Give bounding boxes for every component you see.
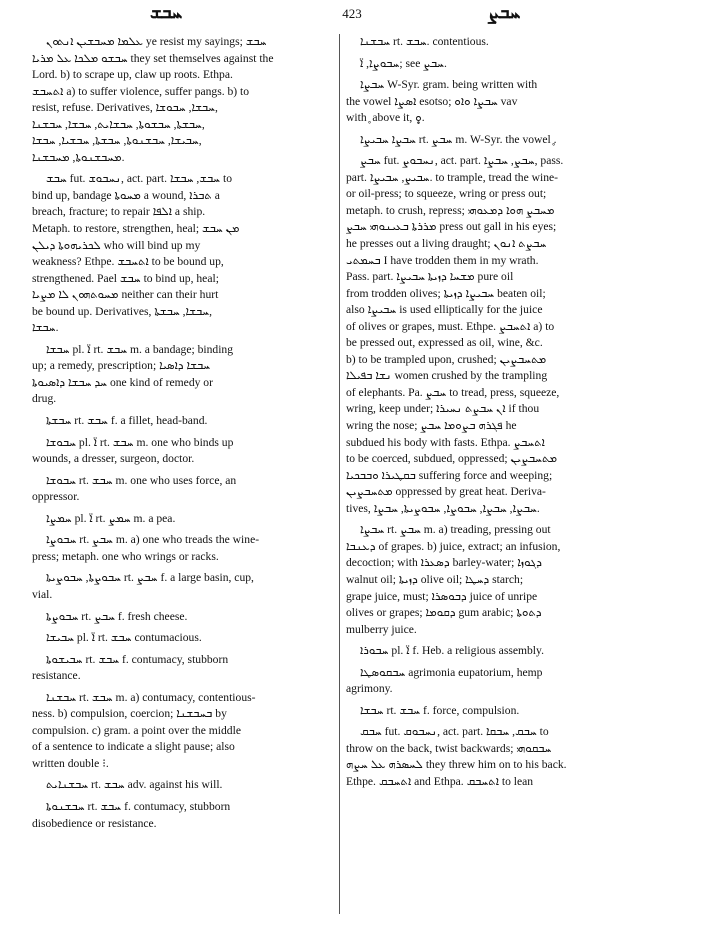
entry-line: ܚܒܘܫܐ pl. ܐ̈ rt. ܚܒܫ m. one who binds up (46, 435, 234, 449)
dictionary-entry (346, 56, 638, 73)
entry-line: ܚܒܫܐ. (32, 321, 59, 335)
entry-line: Lord. b) to scrape up, claw up roots. Ethpa. (32, 68, 233, 82)
entry-line: or oil-press; to squeeze, wring or press out; (346, 187, 547, 201)
entry-line: ܚܒܫ fut. ܢܚܒܘܫ, act. part. ܚܒܫ, ܚܒܫܐ to (46, 172, 232, 186)
entry-line: ܡܬܚܒܨܝܢ oppressed by great heat. Deriva- (346, 485, 546, 499)
entry-line: of elephants. Pa. ܚܒܨ to tread, press, squeeze, (346, 385, 560, 399)
entry-line: mulberry juice. (346, 622, 417, 636)
entry-line: ܚܒܘܫܐ rt. ܚܒܫ m. one who uses force, an (46, 473, 237, 487)
entry-line: of olives or grapes, must. Ethpe. ܐܬܚܒܨ a) to (346, 319, 555, 333)
entry-line: ܚܒܘܨܐ, ܐ̈; see ܚܒܨ. (360, 56, 447, 70)
entry-line: part. ܚܒܝܨ, ܚܒܝܨܐ. to trample, tread the wine- (346, 170, 559, 184)
entry-line: from trodden olives; ܚܒܝܨܐ ܕܙܝܬܐ beaten oil; (346, 286, 546, 300)
entry-line: ness. b) compulsion, coercion; ܒܚܒܫܢܐ by (32, 707, 227, 721)
entry-line: wounds, a dresser, surgeon, doctor. (32, 452, 195, 466)
dictionary-entry (32, 690, 332, 773)
entry-line: ܚܒܩ fut. ܢܚܒܘܩ, act. part. ܚܒܩ, ܚܒܩܐ to (360, 725, 549, 739)
dictionary-entry (346, 153, 638, 517)
entry-line: ܚܒܫܐ pl. ܐ̈ rt. ܚܒܫ m. a bandage; binding (46, 342, 234, 356)
entry-line: grape juice, must; ܕܒܘܣܪܐ juice of unripe (346, 589, 538, 603)
entry-line: wring the nose; ܦܓܪܗ ܒܨܘܡܐ ܚܒܨ he (346, 419, 517, 433)
entry-line: ܚܒܘܪܐ pl. ܐ̈ f. Heb. a religious assembly. (360, 644, 544, 658)
dictionary-entry (32, 473, 332, 506)
entry-line: ܠܟܪܝܗܘܬܐ ܕܝܠܢ who will bind up my (32, 238, 201, 252)
dictionary-entry (32, 342, 332, 408)
entry-line: strengthened. Pael ܚܒܫ to bind up, heal; (32, 271, 219, 285)
entry-line: ܚܒܘܨܐ rt. ܚܒܨ m. a) one who treads the wine- (46, 533, 260, 547)
entry-line: ܚܒܫܢܐ rt. ܚܒܫ m. a) contumacy, contentious- (46, 690, 256, 704)
entry-line: ܚܕ ܚܒܫܐ ܕܐܣܝܘܬܐ one kind of remedy or (32, 375, 213, 389)
entry-line: compulsion. c) gram. a point over the middle (32, 723, 241, 737)
entry-line: to be coerced, subdued, oppressed; ܡܬܚܒܨܝܢ (346, 452, 558, 466)
right-column (346, 34, 638, 796)
entry-line: decoction; with ܕܣܥܪܐ barley-water; ܕܓܘܙܐ (346, 556, 542, 570)
entry-line: the vowel ܐܣܨܐ esotso; ܚܒܨܐ ܘܐܘ vav (346, 94, 518, 108)
entry-line: tives, ܚܒܨܐ, ܚܒܨܐ, ܚܒܘܨܐ, ܚܒܘܨܝܬܐ, ܚܒܨܐ. (346, 501, 540, 515)
entry-line: be pressed out, expressed as oil, wine, &c. (346, 336, 543, 350)
entry-line: vial. (32, 587, 53, 601)
entry-line: breach, fracture; to repair ܐܠܦܐ a ship. (32, 205, 206, 219)
entry-line: ܚܒܝܫܐ pl. ܐ̈ rt. ܚܒܫ contumacious. (46, 631, 202, 645)
entry-line: ܚܡܨܐ pl. ܐ̈ rt. ܚܡܨ m. a pea. (46, 511, 176, 525)
dictionary-entry (346, 34, 638, 51)
entry-line: Pass. part. ܡܫܚܐ ܕܙܝܬܐ ܚܒܝܨܐ pure oil (346, 270, 514, 284)
entry-line: walnut oil; ܕܙܝܬܐ olive oil; ܕܚܛܐ starch; (346, 572, 524, 586)
entry-line: ܚܒܫܬܐ rt. ܚܒܫ f. a fillet, head-band. (46, 414, 208, 428)
entry-line: ܚܒܫܘ ܡܠܟܐ ܥܠ ܡܪܝܐ they set themselves against the (32, 51, 274, 65)
entry-line: ܚܒܝܫܐ, ܚܒܫܢܘܬܐ, ܚܒܫܬܐ, ܚܒܫܝܐ, ܚܒܫܐ, (32, 134, 202, 148)
entry-line: ܠܚܣܪܗ ܥܠ ܚܨܗ they threw him on to his back. (346, 758, 567, 772)
entry-line: ܚܒܩܘܣܛܐ agrimonia eupatorium, hemp (360, 665, 543, 679)
dictionary-entry (32, 34, 332, 166)
dictionary-entry (32, 609, 332, 626)
dictionary-entry (32, 652, 332, 685)
entry-line: ܚܒܫܐ rt. ܚܒܫ f. force, compulsion. (360, 703, 520, 717)
entry-line: ܐܬܚܒܫ a) to suffer violence, suffer pangs. b) to (32, 84, 250, 98)
entry-line: ܚܒܫܢܘܬܐ rt. ܚܒܫ f. contumacy, stubborn (46, 799, 231, 813)
header-left-word: ܚܒܫ (150, 2, 183, 22)
entry-line: Ethpe. ܐܬܚܒܩ and Ethpa. ܐܬܚܒܩ to lean (346, 774, 534, 788)
dictionary-entry (32, 570, 332, 603)
entry-line: wring, keep under; ܐܢ ܚܒܨܬ ܢܚܝܪܐ if thou (346, 402, 540, 416)
entry-line: weakness? Ethpe. ܐܬܚܒܫ to be bound up, (32, 255, 224, 269)
page-number: 423 (342, 6, 362, 21)
entry-line: drug. (32, 392, 57, 406)
entry-line: ܚܒܨܐ rt. ܚܒܨ m. a) treading, pressing out (360, 523, 551, 537)
entry-line: ܒܚܡܬܝ I have trodden them in my wrath. (346, 253, 539, 267)
header-right-word: ܚܒܨ (488, 2, 521, 22)
entry-line: with ̥ above it, ܘ̥. (346, 111, 425, 125)
dictionary-entry (346, 77, 638, 127)
entry-line: resistance. (32, 669, 81, 683)
entry-line: ܚܒܫܬܐ, ܚܒܫܘܬܐ, ܚܒܫܐܝܬ, ܚܒܫܐ, ܚܒܫܢܐ, (32, 117, 205, 131)
dictionary-entry (346, 132, 638, 149)
entry-line: also ܚܒܝܨܐ is used elliptically for the juice (346, 303, 543, 317)
entry-line: ܡܚܘܬܗܘܢ ܠܐ ܡܨܝܐ neither can their hurt (32, 288, 219, 302)
entry-line: ܚܒܘܨܬܐ, ܚܒܘܨܝܬܐ rt. ܚܒܨ f. a large basin, cup, (46, 571, 254, 585)
entry-line: ܚܒܨܐ W-Syr. gram. being written with (360, 78, 538, 92)
dictionary-entry (32, 171, 332, 336)
dictionary-entry (32, 435, 332, 468)
dictionary-entry (32, 777, 332, 794)
entry-line: ܚܒܫܢܐ rt. ܚܒܫ. contentious. (360, 35, 489, 48)
dictionary-entry (32, 532, 332, 565)
entry-line: ܡܚܒܫܢܘܬܐ, ܡܚܒܫܢܐ. (32, 150, 125, 164)
entry-line: olives or grapes; ܕܩܘܡܐ gum arabic; ܕܬܘܬܐ (346, 606, 542, 620)
dictionary-entry (32, 630, 332, 647)
entry-line: be bound up. Derivatives, ܚܒܫܐ, ܚܒܫܬܐ, (32, 304, 213, 318)
entry-line: ܚܒܨ fut. ܢܚܒܘܨ, act. part. ܚܒܨ, ܚܒܨܐ, pass. (360, 154, 564, 168)
dictionary-entry (32, 511, 332, 528)
entry-line: throw on the back, twist backwards; ܚܒܩܘܗܝ (346, 741, 552, 755)
entry-line: oppressor. (32, 490, 80, 504)
entry-line: Metaph. to restore, strengthen, heal; ܡܢ ܚܒܫ (32, 222, 240, 236)
column-divider (339, 34, 340, 914)
entry-line: ܚܒܫܢܐܝܬ rt. ܚܒܫ adv. against his will. (46, 778, 223, 792)
entry-line: press; metaph. one who wrings or racks. (32, 549, 219, 563)
entry-line: ܢܫܐ ܒܦܝܠܐ women crushed by the trampling (346, 369, 548, 383)
dictionary-entry (346, 643, 638, 660)
dictionary-entry (346, 703, 638, 720)
dictionary-entry (346, 665, 638, 698)
dictionary-entry (346, 724, 638, 790)
entry-line: ܡܪܪܬܐ ܒܥܝܢܘܗܝ ܚܒܨ press out gall in his eyes; (346, 220, 557, 234)
entry-line: agrimony. (346, 682, 393, 696)
entry-line: ܒܩܛܝܪܐ ܘܒܒܟܝܐ suffering force and weeping; (346, 468, 553, 482)
entry-line: ܥܠܡܐ ܡܚܒܫܝܢ ܐܢܬܘܢ ye resist my sayings; ܚܒܫ (46, 35, 267, 48)
entry-line: b) to be trampled upon, crushed; ܡܬܚܒܨܝܢ (346, 352, 547, 366)
entry-line: ܚܒܨܐ ܚܒܝܨܐ rt. ܚܒܨ m. W-Syr. the vowel ̥. (360, 132, 557, 146)
dictionary-entry (346, 522, 638, 638)
dictionary-entry (32, 413, 332, 430)
entry-line: written double ⁝. (32, 756, 109, 770)
entry-line: resist, refuse. Derivatives, ܚܒܫܐ, ܚܒܘܫܐ, (32, 101, 218, 115)
entry-line: he presses out a living draught; ܚܒܨܬ ܐܢܘܢ (346, 237, 547, 251)
entry-line: ܕܥܢܒܐ of grapes. b) juice, extract; an infusion, (346, 539, 561, 553)
entry-line: up; a remedy, prescription; ܚܒܫܐ ܕܐܣܝܐ (32, 359, 211, 373)
entry-line: disobedience or resistance. (32, 816, 157, 830)
entry-line: subdued his body with fasts. Ethpa. ܐܬܚܒܨ (346, 435, 545, 449)
left-column (32, 34, 332, 837)
dictionary-entry (32, 799, 332, 832)
entry-line: of a sentence to indicate a slight pause; also (32, 740, 235, 754)
entry-line: ܚܒܘܨܬܐ rt. ܚܒܨ f. fresh cheese. (46, 609, 188, 623)
entry-line: bind up, bandage ܡܚܘܬܐ a wound, ܬܒܪܐ a (32, 188, 220, 202)
entry-line: ܚܒܝܫܘܬܐ rt. ܚܒܫ f. contumacy, stubborn (46, 652, 229, 666)
entry-line: metaph. to crush, repress; ܡܚܒܨ ܗܘܐ ܕܡܥܘܗܝ (346, 203, 555, 217)
